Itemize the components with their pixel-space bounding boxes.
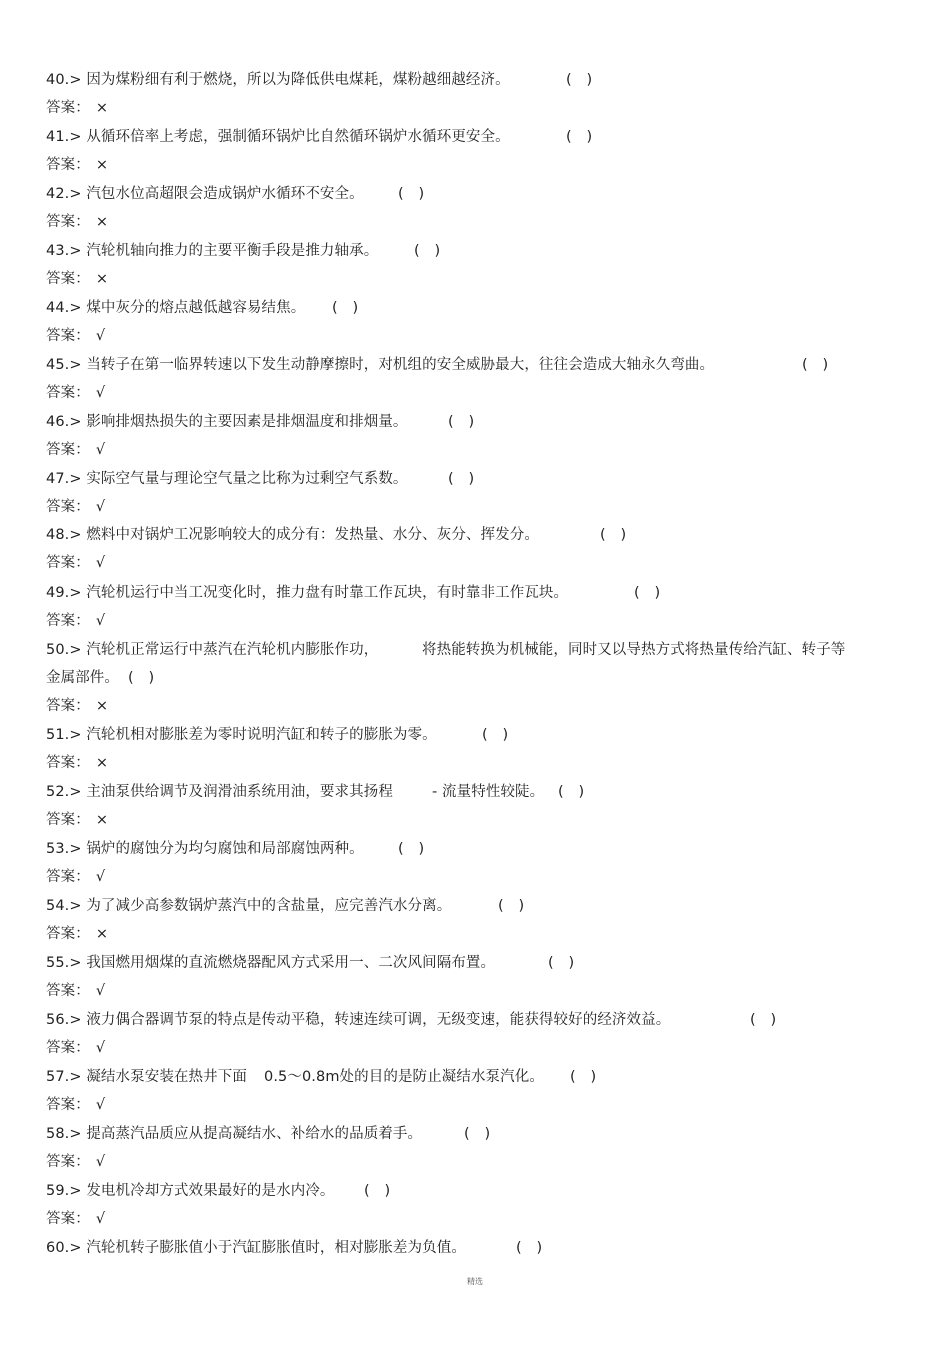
question-number: 54.> — [46, 898, 82, 914]
answer-blank: ( ) — [516, 1240, 543, 1256]
answer-53 — [46, 866, 105, 888]
question-number: 45.> — [46, 357, 82, 373]
answer-58 — [46, 1151, 105, 1173]
question-48 — [46, 524, 627, 546]
answer-label: 答案： — [46, 1040, 90, 1056]
question-50-line2 — [46, 667, 155, 689]
question-number: 47.> — [46, 471, 82, 487]
answer-label: 答案： — [46, 812, 90, 828]
question-50 — [46, 639, 846, 661]
question-49 — [46, 582, 661, 604]
question-number: 42.> — [46, 186, 82, 202]
answer-label: 答案： — [46, 385, 90, 401]
question-number: 40.> — [46, 72, 82, 88]
question-text-continued: - 流量特性较陡。 — [432, 784, 545, 800]
answer-blank: ( ) — [566, 72, 593, 88]
answer-mark: × — [95, 755, 109, 771]
question-40 — [46, 69, 593, 91]
answer-blank: ( ) — [464, 1126, 491, 1142]
answer-mark: √ — [95, 328, 106, 344]
answer-mark: √ — [95, 869, 106, 885]
question-41 — [46, 126, 593, 148]
question-55 — [46, 952, 575, 974]
answer-mark: × — [95, 214, 109, 230]
question-45 — [46, 354, 829, 376]
answer-blank: ( ) — [482, 727, 509, 743]
question-number: 59.> — [46, 1183, 82, 1199]
answer-mark: √ — [95, 499, 106, 515]
question-text: 发电机冷却方式效果最好的是水内冷。 — [86, 1183, 335, 1199]
answer-59 — [46, 1208, 105, 1230]
answer-blank: ( ) — [448, 471, 475, 487]
answer-mark: √ — [95, 1154, 106, 1170]
answer-mark: √ — [95, 385, 106, 401]
answer-label: 答案： — [46, 499, 90, 515]
answer-blank: ( ) — [414, 243, 441, 259]
answer-mark: × — [95, 157, 109, 173]
question-text: 煤中灰分的熔点越低越容易结焦。 — [86, 300, 306, 316]
question-42 — [46, 183, 425, 205]
answer-blank: ( ) — [398, 841, 425, 857]
question-44 — [46, 297, 359, 319]
question-43 — [46, 240, 441, 262]
answer-label: 答案： — [46, 698, 90, 714]
question-text: 汽轮机相对膨胀差为零时说明汽缸和转子的膨胀为零。 — [86, 727, 437, 743]
answer-mark: × — [95, 271, 109, 287]
question-text: 从循环倍率上考虑，强制循环锅炉比自然循环锅炉水循环更安全。 — [86, 129, 510, 145]
answer-blank: ( ) — [332, 300, 359, 316]
answer-mark: × — [95, 100, 109, 116]
answer-mark: √ — [95, 1097, 106, 1113]
answer-blank: ( ) — [802, 357, 829, 373]
answer-label: 答案： — [46, 271, 90, 287]
answer-label: 答案： — [46, 100, 90, 116]
question-text: 汽轮机转子膨胀值小于汽缸膨胀值时，相对膨胀差为负值。 — [86, 1240, 466, 1256]
answer-mark: √ — [95, 442, 106, 458]
answer-55 — [46, 980, 105, 1002]
question-number: 44.> — [46, 300, 82, 316]
question-47 — [46, 468, 475, 490]
question-text-continued: 0.5～0.8m处的目的是防止凝结水泵汽化。 — [264, 1069, 544, 1085]
question-52 — [46, 781, 585, 803]
question-text-continued: 将热能转换为机械能，同时又以导热方式将热量传给汽缸、转子等 — [422, 642, 846, 658]
answer-56 — [46, 1037, 105, 1059]
answer-40 — [46, 97, 108, 119]
question-text: 提高蒸汽品质应从提高凝结水、补给水的品质着手。 — [86, 1126, 423, 1142]
answer-label: 答案： — [46, 926, 90, 942]
question-text: 实际空气量与理论空气量之比称为过剩空气系数。 — [86, 471, 408, 487]
question-59 — [46, 1180, 391, 1202]
answer-mark: √ — [95, 613, 106, 629]
question-text-line2: 金属部件。 — [46, 670, 119, 686]
question-51 — [46, 724, 509, 746]
answer-blank: ( ) — [364, 1183, 391, 1199]
question-53 — [46, 838, 425, 860]
answer-blank: ( ) — [566, 129, 593, 145]
answer-blank: ( ) — [750, 1012, 777, 1028]
answer-57 — [46, 1094, 105, 1116]
question-text: 汽轮机轴向推力的主要平衡手段是推力轴承。 — [86, 243, 379, 259]
answer-mark: × — [95, 926, 109, 942]
answer-blank: ( ) — [398, 186, 425, 202]
question-57 — [46, 1066, 597, 1088]
question-text: 我国燃用烟煤的直流燃烧器配风方式采用一、二次风间隔布置。 — [86, 955, 496, 971]
question-number: 50.> — [46, 642, 82, 658]
question-number: 56.> — [46, 1012, 82, 1028]
answer-mark: × — [95, 698, 109, 714]
question-60 — [46, 1237, 543, 1259]
answer-label: 答案： — [46, 555, 90, 571]
question-text: 凝结水泵安装在热井下面 — [86, 1069, 247, 1085]
answer-42 — [46, 211, 108, 233]
question-number: 51.> — [46, 727, 82, 743]
question-text: 液力偶合器调节泵的特点是传动平稳，转速连续可调，无级变速，能获得较好的经济效益。 — [86, 1012, 671, 1028]
question-number: 53.> — [46, 841, 82, 857]
answer-blank: ( ) — [558, 784, 585, 800]
answer-label: 答案： — [46, 442, 90, 458]
question-number: 49.> — [46, 585, 82, 601]
answer-blank: ( ) — [600, 527, 627, 543]
question-text: 汽轮机正常运行中蒸汽在汽轮机内膨胀作功， — [86, 642, 379, 658]
answer-label: 答案： — [46, 983, 90, 999]
answer-blank: ( ) — [498, 898, 525, 914]
answer-mark: √ — [95, 983, 106, 999]
answer-mark: √ — [95, 555, 106, 571]
question-text: 汽轮机运行中当工况变化时，推力盘有时靠工作瓦块，有时靠非工作瓦块。 — [86, 585, 569, 601]
answer-blank: ( ) — [448, 414, 475, 430]
question-54 — [46, 895, 525, 917]
question-56 — [46, 1009, 777, 1031]
question-text: 影响排烟热损失的主要因素是排烟温度和排烟量。 — [86, 414, 408, 430]
question-58 — [46, 1123, 491, 1145]
question-number: 43.> — [46, 243, 82, 259]
answer-48 — [46, 552, 105, 574]
question-text: 锅炉的腐蚀分为均匀腐蚀和局部腐蚀两种。 — [86, 841, 364, 857]
question-number: 57.> — [46, 1069, 82, 1085]
question-number: 60.> — [46, 1240, 82, 1256]
answer-41 — [46, 154, 108, 176]
answer-49 — [46, 610, 105, 632]
question-text: 为了减少高参数锅炉蒸汽中的含盐量，应完善汽水分离。 — [86, 898, 452, 914]
question-text: 当转子在第一临界转速以下发生动静摩擦时，对机组的安全威胁最大，往往会造成大轴永久弯曲。 — [86, 357, 715, 373]
page-footer: 精选 — [467, 1277, 483, 1286]
question-number: 55.> — [46, 955, 82, 971]
answer-43 — [46, 268, 108, 290]
answer-label: 答案： — [46, 214, 90, 230]
answer-45 — [46, 382, 105, 404]
answer-blank: ( ) — [128, 670, 155, 686]
answer-47 — [46, 496, 105, 518]
answer-label: 答案： — [46, 1097, 90, 1113]
answer-label: 答案： — [46, 1154, 90, 1170]
question-number: 58.> — [46, 1126, 82, 1142]
answer-52 — [46, 809, 108, 831]
question-text: 主油泵供给调节及润滑油系统用油，要求其扬程 — [86, 784, 393, 800]
question-number: 46.> — [46, 414, 82, 430]
question-number: 48.> — [46, 527, 82, 543]
answer-label: 答案： — [46, 328, 90, 344]
answer-mark: √ — [95, 1211, 106, 1227]
answer-label: 答案： — [46, 613, 90, 629]
answer-mark: × — [95, 812, 109, 828]
question-text: 汽包水位高超限会造成锅炉水循环不安全。 — [86, 186, 364, 202]
answer-label: 答案： — [46, 755, 90, 771]
question-text: 因为煤粉细有利于燃烧，所以为降低供电煤耗，煤粉越细越经济。 — [86, 72, 510, 88]
answer-label: 答案： — [46, 1211, 90, 1227]
question-46 — [46, 411, 475, 433]
answer-50 — [46, 695, 108, 717]
answer-46 — [46, 439, 105, 461]
answer-label: 答案： — [46, 869, 90, 885]
question-number: 52.> — [46, 784, 82, 800]
question-text: 燃料中对锅炉工况影响较大的成分有：发热量、水分、灰分、挥发分。 — [86, 527, 539, 543]
answer-54 — [46, 923, 108, 945]
answer-label: 答案： — [46, 157, 90, 173]
answer-44 — [46, 325, 105, 347]
answer-mark: √ — [95, 1040, 106, 1056]
answer-blank: ( ) — [634, 585, 661, 601]
answer-blank: ( ) — [570, 1069, 597, 1085]
answer-blank: ( ) — [548, 955, 575, 971]
question-number: 41.> — [46, 129, 82, 145]
answer-51 — [46, 752, 108, 774]
